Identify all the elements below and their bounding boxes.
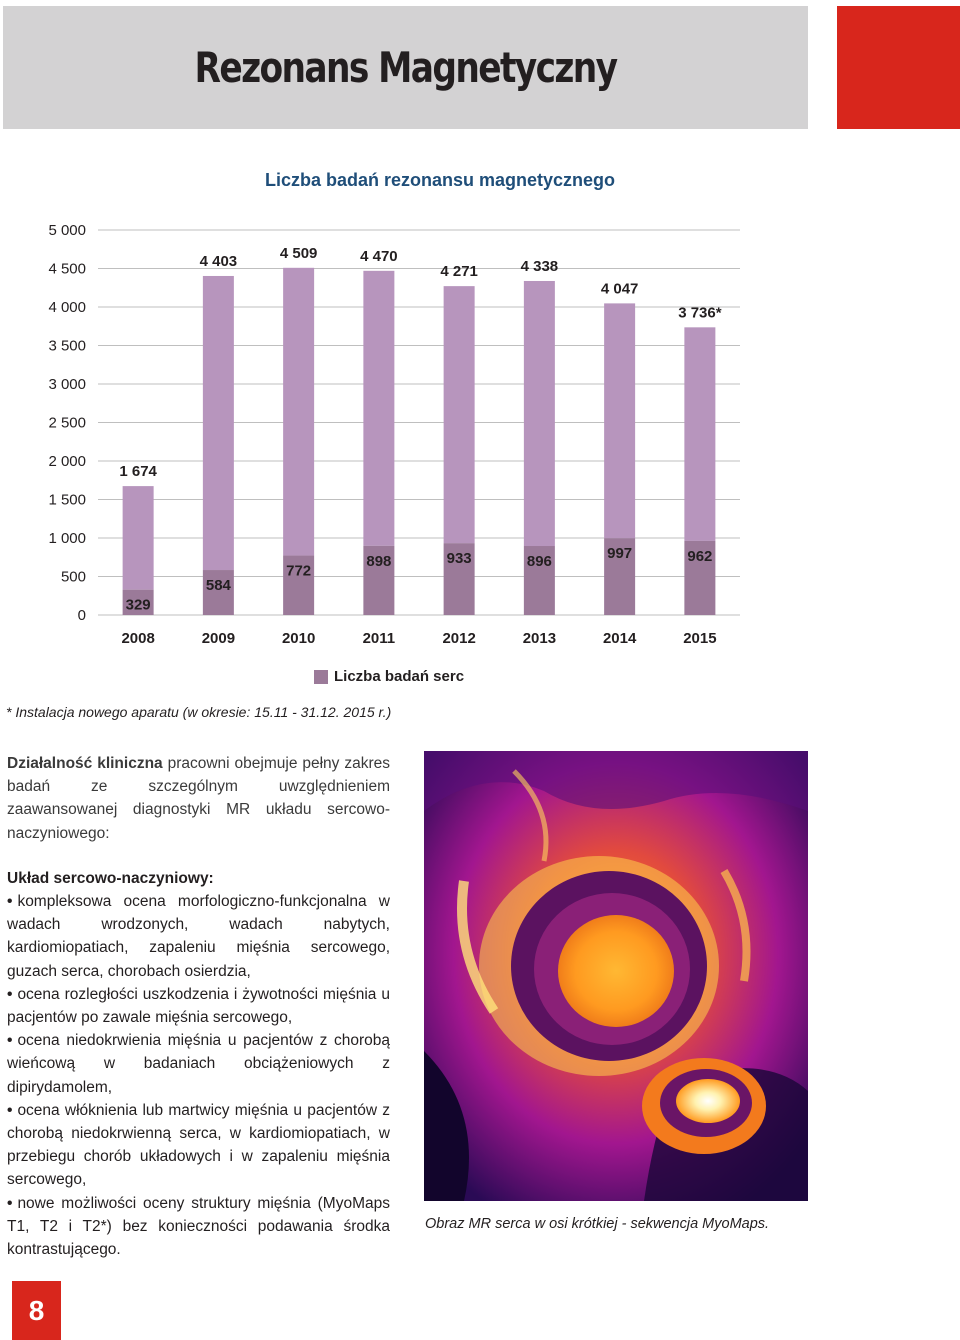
hearts-data-label: 997	[607, 545, 633, 563]
bar-chart	[0, 215, 760, 660]
hearts-data-label: 933	[446, 550, 472, 568]
hearts-data-label: 898	[366, 552, 392, 570]
y-tick-label: 4 500	[48, 260, 86, 278]
page-title: Rezonans Magnetyczny	[194, 43, 617, 92]
chart-legend	[314, 668, 464, 685]
bullet-item: • ocena włóknienia lub martwicy mięśnia u pacjentów z chorobą niedokrwienną serca, w kardiomiopatiach, w przebiegu chorób układowych i w zapaleniu mięśnia sercowego,	[7, 1099, 390, 1192]
total-data-label: 3 736*	[678, 304, 722, 322]
y-tick-label: 2 500	[48, 414, 86, 432]
x-tick-label: 2008	[121, 630, 155, 647]
hearts-data-label: 896	[526, 553, 552, 571]
y-tick-label: 5 000	[48, 222, 86, 239]
x-tick-label: 2015	[683, 630, 717, 647]
corner-accent	[837, 6, 960, 129]
total-data-label: 1 674	[119, 463, 157, 481]
bar-total	[684, 327, 715, 541]
chart-footnote: * Instalacja nowego aparatu (w okresie: 15.11 - 31.12. 2015 r.)	[6, 704, 392, 720]
mri-heart-image	[424, 751, 808, 1201]
intro-lead: Działalność kliniczna	[7, 755, 163, 772]
legend-label: Liczba badań serc	[334, 668, 465, 685]
x-tick-label: 2012	[442, 630, 476, 647]
page-number-box	[12, 1281, 61, 1340]
total-data-label: 4 338	[520, 257, 559, 275]
total-data-label: 4 470	[360, 247, 398, 265]
bullet-item: • nowe możliwości oceny struktury mięśnia (MyoMaps T1, T2 i T2*) bez konieczności podawania środka kontrastującego.	[7, 1192, 390, 1262]
x-tick-label: 2013	[522, 630, 557, 647]
header-bar	[3, 6, 808, 129]
total-data-label: 4 271	[440, 263, 478, 281]
section-heading: Układ sercowo-naczyniowy:	[7, 869, 214, 887]
y-tick-label: 3 500	[48, 337, 86, 355]
figure-caption: Obraz MR serca w osi krótkiej - sekwencja MyoMaps.	[425, 1216, 770, 1232]
intro-paragraph	[7, 752, 390, 845]
x-tick-label: 2014	[602, 630, 637, 647]
page-number: 8	[28, 1294, 45, 1326]
total-data-label: 4 509	[279, 244, 318, 262]
bar-total	[604, 303, 635, 538]
total-data-label: 4 047	[600, 280, 639, 298]
bar-total	[444, 286, 475, 543]
total-data-label: 4 403	[199, 252, 238, 270]
bar-total	[524, 281, 555, 546]
bar-total	[363, 271, 394, 546]
y-tick-label: 500	[60, 568, 86, 586]
y-tick-label: 4 000	[48, 299, 86, 316]
hearts-data-label: 772	[286, 562, 312, 580]
y-tick-label: 3 000	[48, 376, 86, 393]
hearts-data-label: 329	[125, 596, 151, 614]
chart-title: Liczba badań rezonansu magnetycznego	[264, 170, 616, 190]
y-tick-label: 2 000	[48, 453, 86, 470]
x-tick-label: 2011	[362, 630, 396, 647]
y-tick-label: 1 000	[48, 530, 86, 547]
bar-total	[203, 276, 234, 570]
y-tick-label: 1 500	[48, 491, 86, 509]
y-tick-label: 0	[77, 607, 86, 624]
bullet-item: • kompleksowa ocena morfologiczno-funkcjonalna w wadach wrodzonych, wadach nabytych, kardiomiopatiach, zapaleniu mięśnia sercowego, guzach serca, chorobach osierdzia,	[7, 890, 390, 983]
intro-text: pracowni obejmuje pełny zakres badań ze szczególnym uwzględnieniem zaawansowanej diagnostyki MR układu sercowo-naczyniowego:	[7, 755, 390, 842]
bullet-item: • ocena rozległości uszkodzenia i żywotności mięśnia u pacjentów po zawale mięśnia sercowego,	[7, 983, 390, 1029]
hearts-data-label: 962	[687, 547, 713, 565]
description-column	[7, 752, 390, 1261]
bar-total	[123, 486, 154, 590]
x-tick-label: 2010	[281, 630, 316, 647]
bar-total	[283, 268, 314, 556]
bullet-item: • ocena niedokrwienia mięśnia u pacjentów z chorobą wieńcową w badaniach obciążeniowych z dipirydamolem,	[7, 1029, 390, 1099]
x-tick-label: 2009	[201, 630, 236, 647]
hearts-data-label: 584	[205, 577, 231, 595]
legend-swatch	[314, 670, 328, 684]
